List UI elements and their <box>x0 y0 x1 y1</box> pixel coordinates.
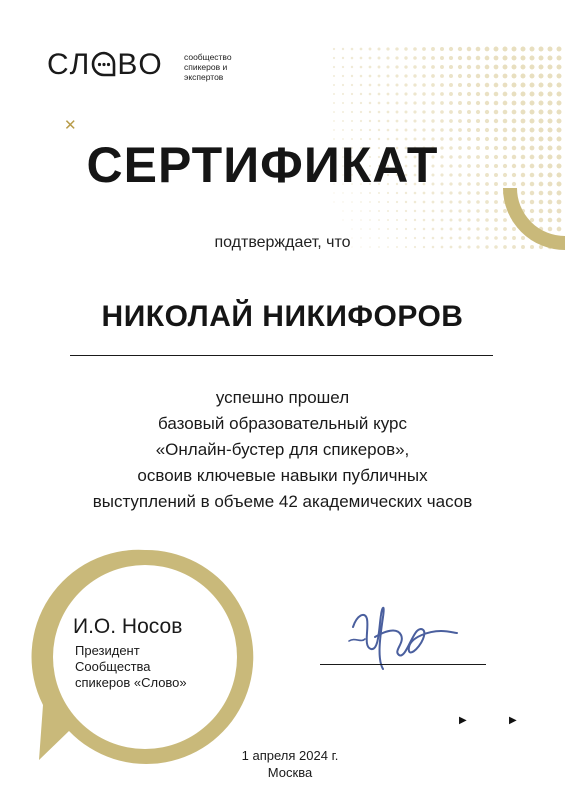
date-place <box>0 747 565 781</box>
body-line: «Онлайн-бустер для спикеров», <box>155 440 410 459</box>
logo-wordmark-left: СЛ <box>47 48 92 81</box>
play-arrow-icon: ▶ <box>509 715 517 726</box>
logo-tagline-line: спикеров и <box>184 62 228 72</box>
signer-name: И.О. Носов <box>73 615 183 638</box>
logo-wordmark <box>47 50 164 80</box>
play-arrow-icon: ▶ <box>459 715 467 726</box>
signer-title <box>75 643 187 691</box>
body-line: успешно прошел <box>215 388 350 407</box>
signature-line <box>320 664 486 665</box>
signer-title-line: спикеров «Слово» <box>75 675 187 690</box>
certificate-title: СЕРТИФИКАТ <box>86 137 439 193</box>
body-line: выступлений в объеме 42 академических часов <box>92 492 473 511</box>
handwritten-signature <box>345 597 465 677</box>
logo-tagline <box>184 52 232 82</box>
signer-title-line: Сообщества <box>75 659 151 674</box>
body-line: освоив ключевые навыки публичных <box>137 466 428 485</box>
certificate-body <box>0 385 565 515</box>
chat-bubble-icon <box>91 50 117 80</box>
issue-city: Москва <box>267 765 313 780</box>
logo-tagline-line: экспертов <box>184 72 224 82</box>
issue-date: 1 апреля 2024 г. <box>241 748 339 763</box>
logo-wordmark-right: ВО <box>117 48 164 81</box>
confirms-text: подтверждает, что <box>214 234 351 251</box>
signer-title-line: Президент <box>75 643 140 658</box>
logo-tagline-line: сообщество <box>184 52 232 62</box>
body-line: базовый образовательный курс <box>157 414 407 433</box>
cross-icon: ✕ <box>64 117 77 134</box>
name-underline <box>70 355 493 356</box>
recipient-name: НИКОЛАЙ НИКИФОРОВ <box>101 300 464 333</box>
